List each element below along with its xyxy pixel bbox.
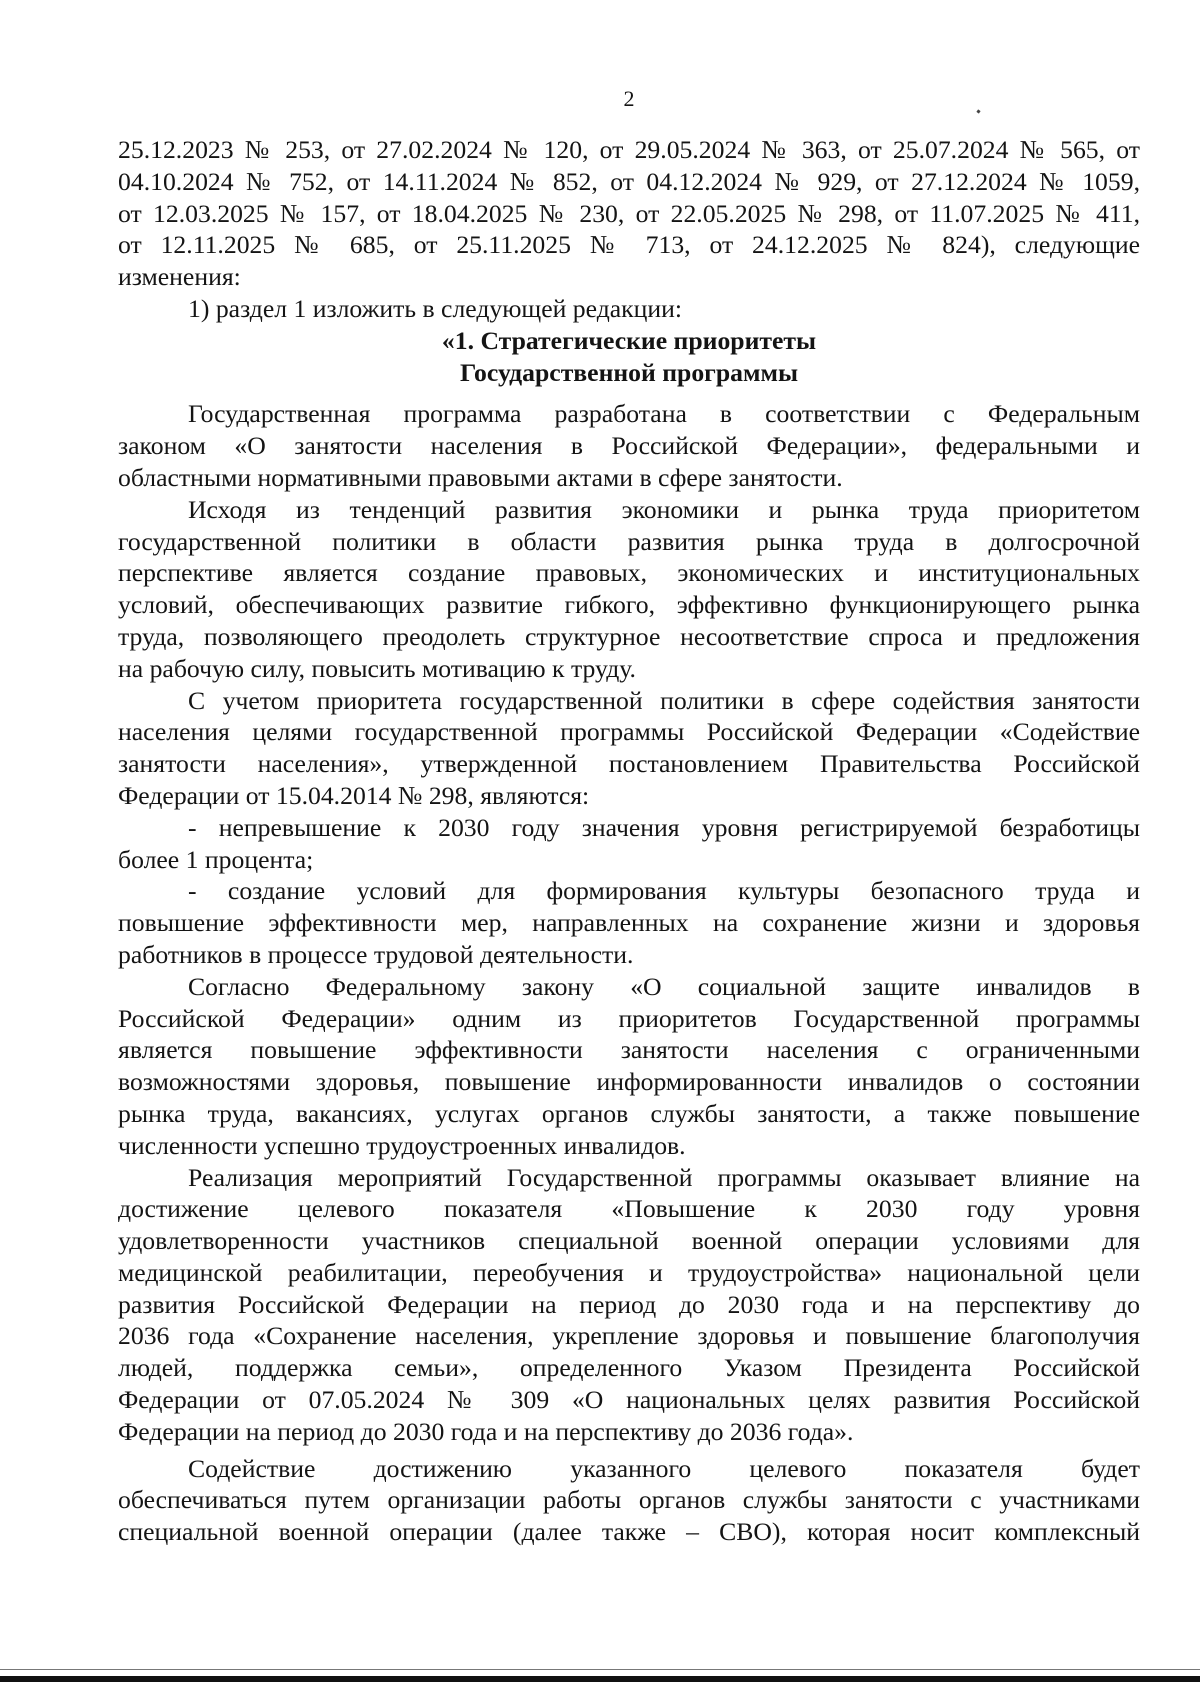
text-line: от 12.11.2025 № 685, от 25.11.2025 № 713, от 24.12.2025 № 824), следующие: [118, 230, 1140, 260]
paragraph-line: Федерации от 07.05.2024 № 309 «О национальных целях развития Российской: [118, 1385, 1140, 1415]
paragraph-line: областными нормативными правовыми актами в сфере занятости.: [118, 462, 843, 492]
paragraph-line: населения целями государственной программы Российской Федерации «Содействие: [118, 717, 1140, 747]
paragraph-line: занятости населения», утвержденной постановлением Правительства Российской: [118, 749, 1140, 779]
paragraph-line: специальной военной операции (далее также – СВО), которая носит комплексный: [118, 1517, 1140, 1547]
section-heading: «1. Стратегические приоритеты: [441, 325, 817, 355]
paragraph-line: людей, поддержка семьи», определенного Указом Президента Российской: [118, 1353, 1140, 1383]
page-number: 2: [623, 86, 635, 111]
paragraph-line: перспективе является создание правовых, экономических и институциональных: [118, 558, 1140, 588]
list-item-line: - создание условий для формирования культуры безопасного труда и: [188, 876, 1140, 906]
paragraph-line: законом «О занятости населения в Российской Федерации», федеральными и: [118, 431, 1140, 461]
paragraph-line: Федерации на период до 2030 года и на перспективу до 2036 года».: [118, 1416, 854, 1446]
text-line: изменения:: [118, 262, 241, 292]
list-item-line: более 1 процента;: [118, 844, 314, 874]
paragraph-line: численности успешно трудоустроенных инвалидов.: [118, 1130, 686, 1160]
paragraph-line: Федерации от 15.04.2014 № 298, являются:: [118, 780, 590, 810]
paragraph-line: является повышение эффективности занятости населения с ограниченными: [118, 1035, 1140, 1065]
paragraph-line: достижение целевого показателя «Повышение к 2030 году уровня: [118, 1194, 1140, 1224]
paragraph-line: возможностями здоровья, повышение информированности инвалидов о состоянии: [118, 1067, 1140, 1097]
section-heading: Государственной программы: [459, 357, 799, 387]
list-item-line: - непревышение к 2030 году значения уровня регистрируемой безработицы: [188, 812, 1140, 842]
paragraph-line: рынка труда, вакансиях, услугах органов службы занятости, а также повышение: [118, 1098, 1140, 1128]
paragraph-line: Согласно Федеральному закону «О социальной защите инвалидов в: [188, 971, 1140, 1001]
paragraph-line: обеспечиваться путем организации работы органов службы занятости с участниками: [118, 1485, 1140, 1515]
paragraph-line: удовлетворенности участников специальной военной операции условиями для: [118, 1226, 1140, 1256]
paragraph-line: развития Российской Федерации на период до 2030 года и на перспективу до: [118, 1289, 1140, 1319]
paragraph-line: Российской Федерации» одним из приоритетов Государственной программы: [118, 1003, 1140, 1033]
paragraph-line: Содействие достижению указанного целевого показателя будет: [188, 1453, 1140, 1483]
text-line: от 12.03.2025 № 157, от 18.04.2025 № 230, от 22.05.2025 № 298, от 11.07.2025 № 411,: [118, 198, 1140, 228]
paragraph-line: Исходя из тенденций развития экономики и рынка труда приоритетом: [188, 494, 1140, 524]
scan-bottom-border: [0, 1676, 1200, 1682]
list-item-line: повышение эффективности мер, направленных на сохранение жизни и здоровья: [118, 908, 1140, 938]
amendment-item: 1) раздел 1 изложить в следующей редакции:: [188, 293, 683, 323]
document-body: [118, 134, 1140, 1548]
paragraph-line: труда, позволяющего преодолеть структурное несоответствие спроса и предложения: [118, 621, 1140, 651]
text-line: 04.10.2024 № 752, от 14.11.2024 № 852, от 04.12.2024 № 929, от 27.12.2024 № 1059,: [118, 166, 1140, 196]
paragraph-line: медицинской реабилитации, переобучения и трудоустройства» национальной цели: [118, 1257, 1140, 1287]
paragraph-line: 2036 года «Сохранение населения, укрепление здоровья и повышение благополучия: [118, 1321, 1140, 1351]
paragraph-line: Реализация мероприятий Государственной программы оказывает влияние на: [188, 1162, 1140, 1192]
paragraph-line: условий, обеспечивающих развитие гибкого, эффективно функционирующего рынка: [118, 590, 1140, 620]
paragraph-line: государственной политики в области развития рынка труда в долгосрочной: [118, 526, 1140, 556]
list-item-line: работников в процессе трудовой деятельности.: [118, 939, 634, 969]
paragraph-line: Государственная программа разработана в соответствии с Федеральным: [188, 399, 1140, 429]
scan-edge-line: [0, 1669, 1200, 1670]
paragraph-line: на рабочую силу, повысить мотивацию к труду.: [118, 653, 636, 683]
text-line: 25.12.2023 № 253, от 27.02.2024 № 120, от 29.05.2024 № 363, от 25.07.2024 № 565, от: [118, 135, 1140, 164]
paragraph-line: С учетом приоритета государственной политики в сфере содействия занятости: [188, 685, 1140, 715]
scan-speck: [976, 109, 980, 113]
